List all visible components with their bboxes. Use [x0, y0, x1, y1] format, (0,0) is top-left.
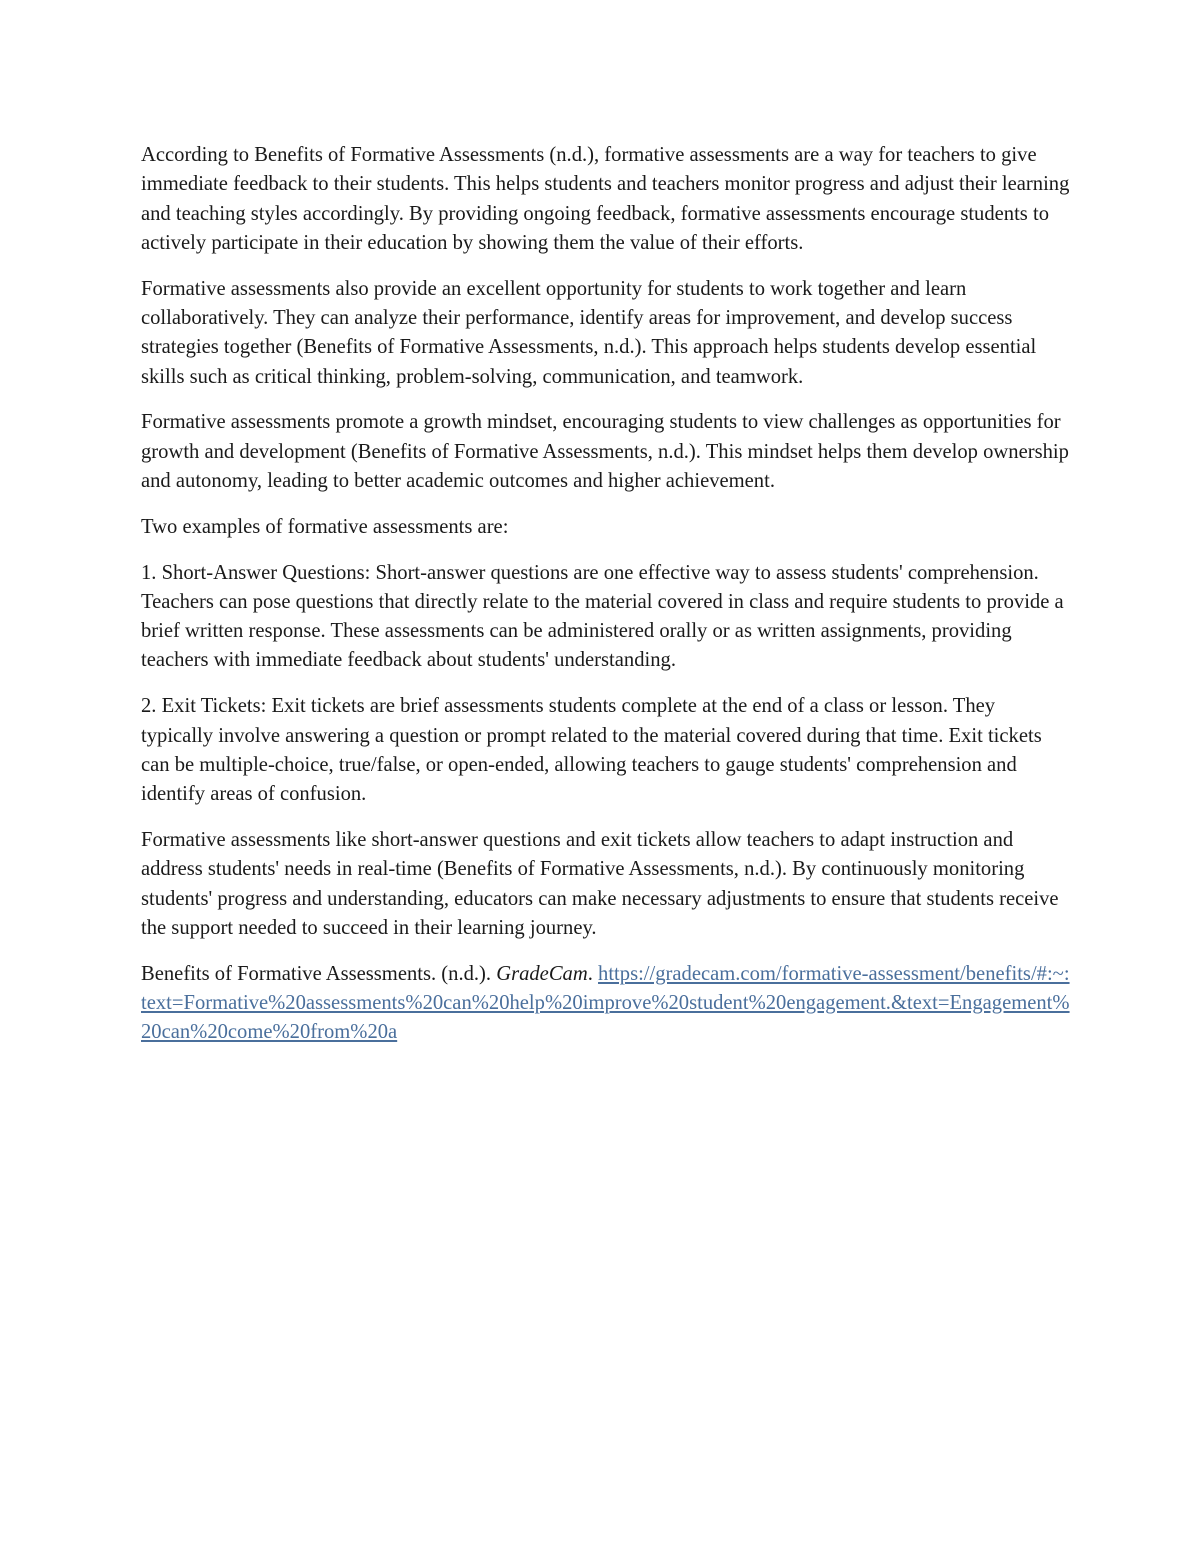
paragraph-example-short-answer: 1. Short-Answer Questions: Short-answer questions are one effective way to assess students' comprehension. Teachers can pose questions that directly relate to the material covered in class and require students to provide a brief written response. These assessments can be administered orally or as written assignments, providing teachers with immediate feedback about students' understanding.: [141, 561, 1064, 672]
paragraph-conclusion: Formative assessments like short-answer questions and exit tickets allow teachers to adapt instruction and address students' needs in real-time (Benefits of Formative Assessments, n.d.). By continuously monitoring students' progress and understanding, educators can make necessary adjustments to ensure that students receive the support needed to succeed in their learning journey.: [141, 828, 1059, 939]
document-body: [141, 141, 1071, 1064]
reference-journal-punct: .: [587, 962, 599, 985]
reference-journal: GradeCam: [496, 962, 588, 985]
paragraph-intro: According to Benefits of Formative Assessments (n.d.), formative assessments are a way for teachers to give immediate feedback to their students. This helps students and teachers monitor progress and adjust their learning and teaching styles accordingly. By providing ongoing feedback, formative assessments encourage students to actively participate in their education by showing them the value of their efforts.: [141, 144, 1070, 254]
paragraph-collaboration: Formative assessments also provide an excellent opportunity for students to work together and learn collaboratively. They can analyze their performance, identify areas for improvement, and develop success strategies together (Benefits of Formative Assessments, n.d.). This approach helps students develop essential skills such as critical thinking, problem-solving, communication, and teamwork.: [141, 277, 1037, 388]
paragraph-growth-mindset: Formative assessments promote a growth mindset, encouraging students to view challenges as opportunities for growth and development (Benefits of Formative Assessments, n.d.). This mindset helps them develop ownership and autonomy, leading to better academic outcomes and higher achievement.: [141, 411, 1069, 492]
reference-title: Benefits of Formative Assessments. (n.d.).: [141, 962, 497, 985]
paragraph-example-exit-tickets: 2. Exit Tickets: Exit tickets are brief assessments students complete at the end of a class or lesson. They typically involve answering a question or prompt related to the material covered during that time. Exit tickets can be multiple-choice, true/false, or open-ended, allowing teachers to gauge students' comprehension and identify areas of confusion.: [141, 695, 1042, 806]
reference-entry: [141, 960, 1071, 1048]
reference-url-link[interactable]: https://gradecam.com/formative-assessment/benefits/#:~:text=Formative%20assessments%20can%20help%20improve%20student%20engagement.&text=Engagement%20can%20come%20from%20a: [141, 962, 1070, 1044]
paragraph-examples-intro: Two examples of formative assessments are:: [141, 515, 509, 538]
